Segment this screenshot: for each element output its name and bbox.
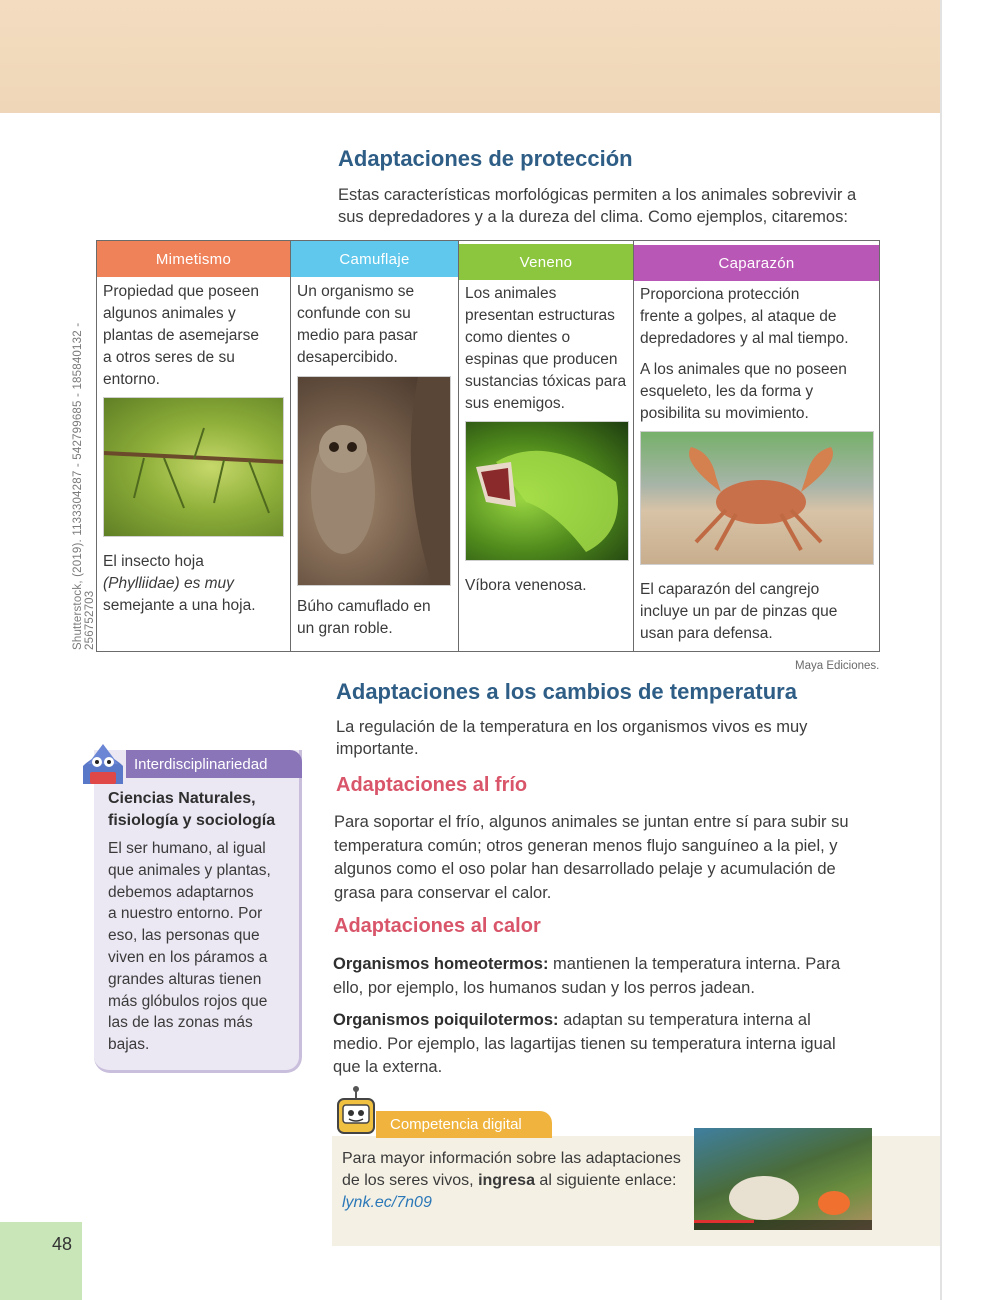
- interdisciplinary-title: Ciencias Naturales, fisiología y sociología: [108, 790, 276, 829]
- column-veneno: [458, 240, 633, 652]
- publisher-credit: Maya Ediciones.: [795, 660, 880, 672]
- column-header-mimetismo: Mimetismo: [97, 241, 290, 277]
- leaf-insect-illustration: [104, 398, 284, 537]
- top-decorative-band: [0, 0, 940, 113]
- caption-caparazon: El caparazón del cangrejo incluye un par de pinzas que usan para defensa.: [640, 581, 838, 642]
- paragraph-poikilotherms: Organismos poiquilotermos: adaptan su temperatura interna al medio. Por ejemplo, las lagartijas tienen su temperatura interna igual que la externa.: [333, 1011, 836, 1076]
- owl-photo: [297, 376, 451, 586]
- adaptations-table: [96, 240, 880, 652]
- column-text-caparazon: Proporciona protección frente a golpes, al ataque de depredadores y al mal tiempo.: [640, 286, 849, 347]
- video-thumbnail[interactable]: [692, 1110, 874, 1250]
- caption-camuflaje: Búho camuflado en un gran roble.: [297, 598, 431, 637]
- owl-illustration: [298, 377, 451, 586]
- interdisciplinary-tab: Interdisciplinariedad: [126, 750, 302, 778]
- caption-mimetismo: El insecto hoja (Phylliidae) es muy semejante a una hoja.: [103, 553, 256, 614]
- section-intro-protection: Estas características morfológicas permiten a los animales sobrevivir a sus depredadores y a la dureza del clima. Como ejemplos, citaremos:: [338, 186, 857, 226]
- book-mascot-icon: [78, 736, 128, 788]
- robot-mascot-icon: [330, 1085, 382, 1141]
- viper-illustration: [466, 422, 629, 561]
- digital-competence-tab: Competencia digital: [376, 1111, 552, 1138]
- crab-illustration: [641, 432, 874, 565]
- column-text-mimetismo: Propiedad que poseen algunos animales y plantas de asemejarse a otros seres de su entorno.: [103, 283, 259, 388]
- column-header-caparazon: Caparazón: [634, 245, 879, 281]
- column-header-camuflaje: Camuflaje: [291, 241, 458, 277]
- page-edge: [940, 0, 942, 1300]
- section-intro-temperature: La regulación de la temperatura en los organismos vivos es muy importante.: [336, 718, 808, 758]
- section-title-temperature: Adaptaciones a los cambios de temperatura: [336, 679, 797, 704]
- column-text2-caparazon: A los animales que no poseen esqueleto, les da forma y posibilita su movimiento.: [640, 361, 847, 422]
- digital-competence-text: Para mayor información sobre las adaptaciones de los seres vivos, ingresa al siguiente enlace: lynk.ec/7n09: [342, 1150, 681, 1211]
- page-number: 48: [52, 1234, 73, 1254]
- column-text-camuflaje: Un organismo se confunde con su medio para pasar desapercibido.: [297, 283, 418, 366]
- column-text-veneno: Los animales presentan estructuras como dientes o espinas que producen sustancias tóxicas para sus enemigos.: [465, 285, 627, 412]
- image-credit: Shutterstock, (2019). 1133304287 - 542799685 - 185840132 - 256752703: [72, 322, 96, 650]
- interdisciplinary-text: El ser humano, al igual que animales y plantas, debemos adaptarnos a nuestro entorno. Por eso, las personas que viven en los páramos a grandes alturas tienen más glóbulos rojos que las de las zonas más bajas.: [108, 840, 271, 1054]
- caption-veneno: Víbora venenosa.: [465, 577, 587, 594]
- column-mimetismo: [96, 240, 290, 652]
- crab-photo: [640, 431, 874, 565]
- subtitle-heat: Adaptaciones al calor: [334, 915, 541, 937]
- column-camuflaje: [290, 240, 458, 652]
- resource-link[interactable]: lynk.ec/7n09: [342, 1194, 432, 1211]
- paragraph-cold: Para soportar el frío, algunos animales se juntan entre sí para subir su temperatura común; otros generan menos flujo sanguíneo a la piel, y algunos como el oso polar han desarrollado pelaje y acumulación de grasa para conservar el calor.: [334, 813, 849, 902]
- section-title-protection: Adaptaciones de protección: [338, 146, 633, 171]
- video-preview: [694, 1128, 872, 1230]
- column-header-veneno: Veneno: [459, 244, 633, 280]
- column-caparazon: [633, 240, 880, 652]
- viper-photo: [465, 421, 629, 561]
- subtitle-cold: Adaptaciones al frío: [336, 774, 528, 796]
- paragraph-homeotherms: Organismos homeotermos: mantienen la temperatura interna. Para ello, por ejemplo, los humanos sudan y los perros jadean.: [333, 955, 841, 997]
- leaf-insect-photo: [103, 397, 284, 537]
